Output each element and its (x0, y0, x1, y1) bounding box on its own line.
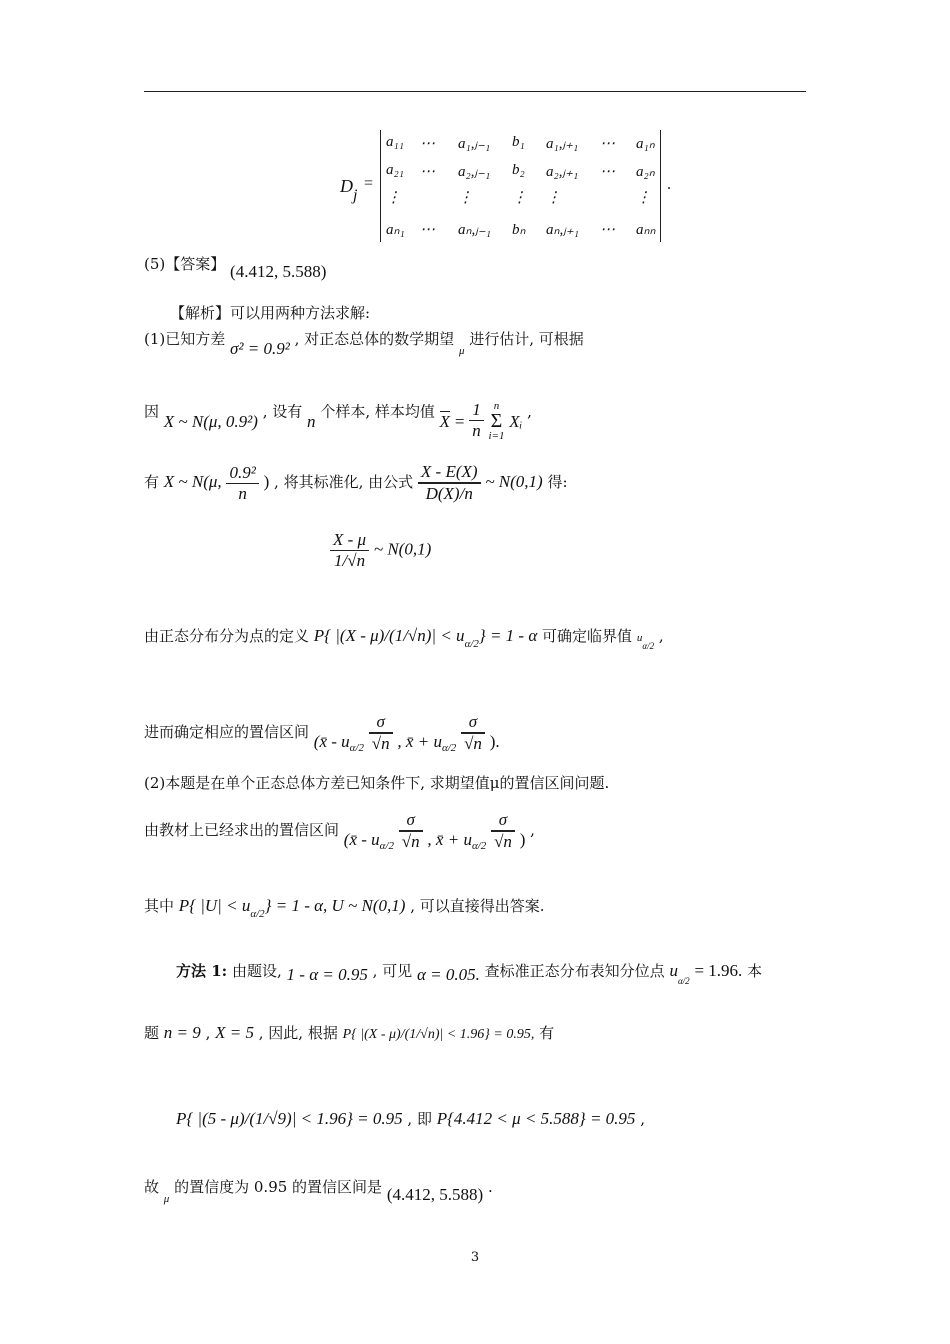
header-rule (144, 91, 806, 92)
matrix-end: . (667, 176, 671, 193)
page-number: 3 (470, 1250, 480, 1265)
matrix-cell: ⋮ (512, 190, 527, 206)
analysis-p9: 其中 P{ $|U| < u_{\alpha/2}\} = 1 - \alpha$, U ~ N(0,1) , 可以直接得出答案. (144, 896, 545, 920)
final-interval: (4.412, 5.588) (386, 1185, 484, 1204)
method1-line2: 题 n = 9 , X = 5 , 因此, 根据 P{ |(X - μ)/(1/√n)| < 1.96} = 0.95, 有 (144, 1023, 555, 1042)
sum-symbol: n Σ i=1 (488, 399, 505, 442)
matrix-cell: b₂ (512, 162, 525, 178)
matrix-cell: a₂,ⱼ₋₁ (458, 164, 491, 180)
matrix-equals: = (364, 175, 374, 192)
matrix-cell: a₁,ⱼ₋₁ (458, 136, 491, 152)
matrix-cell: b₁ (512, 134, 525, 150)
z-fraction: $\frac{X - \mu}{1/√n}$ (330, 530, 369, 571)
matrix-cell: aₙ,ⱼ₋₁ (458, 222, 491, 238)
matrix-cell: a₂ₙ (636, 164, 655, 180)
analysis-p3: 有 X ~ N(μ, $\frac{\text{0.9²}}{n}$ ) , 将其标准化, 由公式 $\frac{X - E(X)}{D(X)/n}$ ~ N(0,1) 得: (144, 462, 568, 503)
matrix-cell: ⋮ (636, 190, 651, 206)
sigma-fraction-2: $\frac{\sigma}{√n}$ (461, 712, 485, 754)
sigma-fraction-1: $\frac{\sigma}{√n}$ (369, 712, 393, 754)
matrix-left-bar (380, 130, 381, 242)
analysis-label: 【解析】可以用两种方法求解: (170, 304, 371, 322)
method1-line4: 故 $_\mu$ 的置信度为 0.95 的置信区间是 (4.412, 5.588) . (144, 1178, 493, 1205)
sigma-fraction-3: $\frac{\sigma}{√n}$ (399, 810, 423, 852)
analysis-p8: 由教材上已经求出的置信区间 (x̄ - $u_{\alpha/2}$ $\frac{\sigma}{√n}$ , x̄ + $u_{\alpha/2}$ $\frac{\sigma}{√n}$ ) , (144, 810, 535, 852)
analysis-p2: 因 X ~ N(μ, 0.9²) , 设有 n 个样本, 样本均值 X = $\frac{1}{n}$ n Σ i=1 Xᵢ , (144, 399, 532, 442)
answer-line (144, 253, 327, 281)
analysis-p1: (1)已知方差 σ² = 0.9² , 对正态总体的数学期望 $_\mu$ 进行估计, 可根据 (144, 330, 584, 358)
matrix-cell: a₁,ⱼ₊₁ (546, 136, 579, 152)
matrix-cell: ⋯ (420, 136, 435, 152)
matrix-cell: ⋯ (600, 222, 615, 238)
matrix-cell: ⋯ (420, 222, 435, 238)
method1-label: 方法 1: (176, 962, 228, 980)
matrix-lhs-sub: j (353, 187, 358, 204)
matrix-cell: aₙ₁ (386, 222, 405, 238)
matrix-right-bar (660, 130, 661, 242)
matrix-cell: a₁ₙ (636, 136, 655, 152)
analysis-p4: $\frac{X - \mu}{1/√n}$ ~ N(0,1) (330, 530, 431, 571)
sigma-fraction-4: $\frac{\sigma}{√n}$ (491, 810, 515, 852)
matrix-cell: a₂,ⱼ₊₁ (546, 164, 579, 180)
matrix-cell: ⋮ (386, 190, 401, 206)
analysis-p7: (2)本题是在单个正态总体方差已知条件下, 求期望值μ的置信区间问题. (144, 774, 610, 792)
matrix-cell: ⋯ (600, 164, 615, 180)
method1-line3: P{ |(5 - μ)/(1/√9)| < 1.96} = 0.95 , 即 P{4.412 < μ < 5.588} = 0.95 , (176, 1109, 645, 1128)
matrix-cell: ⋯ (420, 164, 435, 180)
matrix-cell: ⋯ (600, 136, 615, 152)
variance-formula: σ² = 0.9² (230, 339, 290, 358)
matrix-cell: a₁₁ (386, 134, 404, 150)
matrix-cell: aₙₙ (636, 222, 656, 238)
standardize-fraction: $\frac{X - E(X)}{D(X)/n}$ (418, 462, 481, 504)
variance-fraction: $\frac{\text{0.9²}}{n}$ (226, 463, 258, 504)
matrix-cell: a₂₁ (386, 162, 404, 178)
method1-line1: 方法 1: 由题设, 1 - α = 0.95 , 可见 α = 0.05. 查标准正态分布表知分位点 $u_{\alpha/2} = 1.96$. 本 (176, 961, 763, 986)
analysis-p6: 进而确定相应的置信区间 (x̄ - $u_{\alpha/2}$ $\frac{\sigma}{√n}$ , x̄ + $u_{\alpha/2}$ $\frac{\sigma}{√n}$ ). (144, 712, 500, 754)
matrix-cell: bₙ (512, 222, 526, 238)
mean-fraction: $\frac{1}{n}$ (469, 400, 484, 441)
answer-label: (5)【答案】 (144, 255, 226, 273)
matrix-lhs: D (340, 176, 353, 196)
matrix-cell: aₙ,ⱼ₊₁ (546, 222, 579, 238)
analysis-p5: 由正态分布分为点的定义 P{ $|(X - \mu)/(1/√n)| < u_{\alpha/2}\} = 1 - \alpha$ 可确定临界值 $u_{\alpha/2}$ , (144, 626, 664, 651)
matrix-cell: ⋮ (458, 190, 473, 206)
answer-value: (4.412, 5.588) (230, 262, 327, 281)
matrix-cell: ⋮ (546, 190, 561, 206)
